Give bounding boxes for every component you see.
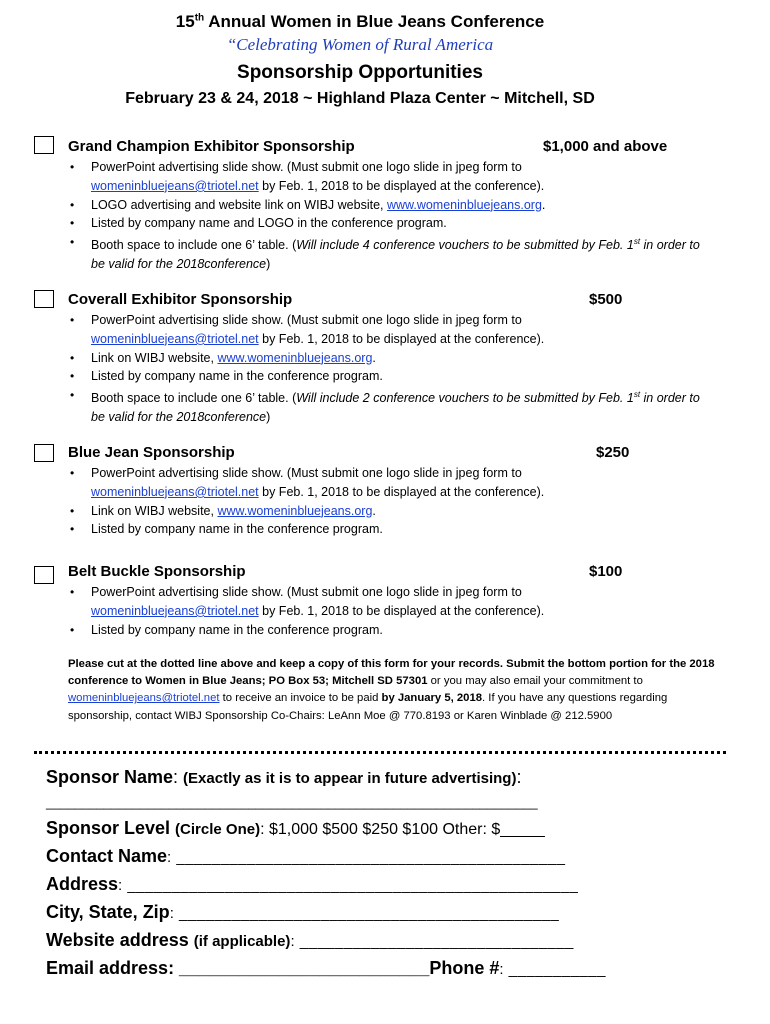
website-row: Website address (if applicable): _______________________________ [46, 930, 574, 950]
email-link[interactable]: womeninbluejeans@triotel.net [91, 178, 259, 193]
coverall-checkbox[interactable] [34, 290, 54, 308]
email-phone-row: Email address: _________________________Phone #: ___________ [46, 958, 606, 978]
grand-champion-checkbox[interactable] [34, 136, 54, 154]
list-item: • PowerPoint advertising slide show. (Must submit one logo slide in jpeg form to womeninbluejeans@triotel.net by Feb. 1, 2018 to be displayed at the conference). [68, 464, 708, 502]
email-link[interactable]: womeninbluejeans@triotel.net [91, 603, 259, 618]
city-state-zip-field[interactable]: : ___________________________________________ [169, 905, 560, 922]
blue-jean-checkbox[interactable] [34, 444, 54, 462]
list-item: • Listed by company name and LOGO in the conference program. [68, 214, 708, 233]
list-item: • Booth space to include one 6’ table. (Will include 2 conference vouchers to be submitted by Feb. 1st in order to be valid for the 2018conference) [68, 386, 708, 427]
blue-jean-benefits [68, 464, 708, 539]
phone-field[interactable]: : ___________ [499, 961, 606, 978]
list-item: • Listed by company name in the conference program. [68, 520, 708, 539]
email-field[interactable]: Email address: _________________________ [46, 958, 430, 978]
contact-name-field[interactable]: : ____________________________________________ [167, 849, 566, 866]
email-link[interactable]: womeninbluejeans@triotel.net [91, 484, 259, 499]
date-location: February 23 & 24, 2018 ~ Highland Plaza Center ~ Mitchell, SD [125, 90, 595, 107]
contact-name-row: Contact Name: ____________________________________________ [46, 846, 566, 866]
conference-tagline: “Celebrating Women of Rural America [226, 35, 494, 54]
belt-buckle-title: Belt Buckle Sponsorship [68, 563, 246, 580]
coverall-benefits [68, 311, 708, 427]
address-field[interactable]: : ___________________________________________________ [118, 877, 579, 894]
submission-instructions: Please cut at the dotted line above and keep a copy of this form for your records. Submit the bottom portion for the 2018 conference to Women in Blue Jeans; PO Box 53; Mitchell SD 57301 or you may also email your commitment to womeninbluejeans@triotel.net to receive an invoice to be paid by January 5, 2018. If you have any questions regarding sponsorship, contact WIBJ Sponsorship Co-Chairs: LeAnn Moe @ 770.8193 or Karen Winblade @ 212.5900 [68, 658, 715, 722]
list-item: • Listed by company name in the conference program. [68, 621, 708, 640]
list-item: • Booth space to include one 6’ table. (Will include 4 conference vouchers to be submitted by Feb. 1st in order to be valid for the 2018conference) [68, 233, 708, 274]
list-item: • Link on WIBJ website, www.womeninbluejeans.org. [68, 502, 708, 521]
address-row: Address: ___________________________________________________ [46, 874, 579, 894]
conference-title: 15th Annual Women in Blue Jeans Conference [175, 12, 545, 31]
coverall-price: $500 [589, 291, 623, 308]
grand-champion-title: Grand Champion Exhibitor Sponsorship [68, 138, 355, 155]
page-heading: Sponsorship Opportunities [237, 62, 483, 83]
sponsor-level-row: Sponsor Level (Circle One): $1,000 $500 $250 $100 Other: $_____ [46, 818, 545, 838]
cut-line [34, 751, 726, 754]
sponsor-name-row: Sponsor Name: (Exactly as it is to appear in future advertising): [46, 767, 522, 787]
coverall-title: Coverall Exhibitor Sponsorship [68, 291, 293, 308]
belt-buckle-benefits [68, 583, 708, 639]
blue-jean-price: $250 [596, 444, 630, 461]
list-item: • Listed by company name in the conference program. [68, 367, 708, 386]
sponsor-level-label: Sponsor Level [46, 818, 171, 838]
sponsor-name-label: Sponsor Name [46, 767, 174, 787]
email-link[interactable]: womeninbluejeans@triotel.net [91, 331, 259, 346]
website-link[interactable]: www.womeninbluejeans.org [217, 350, 373, 365]
website-link[interactable]: www.womeninbluejeans.org [386, 197, 542, 212]
list-item: • PowerPoint advertising slide show. (Must submit one logo slide in jpeg form to womeninbluejeans@triotel.net by Feb. 1, 2018 to be displayed at the conference). [68, 583, 708, 621]
list-item: • Link on WIBJ website, www.womeninbluejeans.org. [68, 349, 708, 368]
list-item: • PowerPoint advertising slide show. (Must submit one logo slide in jpeg form to womeninbluejeans@triotel.net by Feb. 1, 2018 to be displayed at the conference). [68, 158, 708, 196]
website-link[interactable]: www.womeninbluejeans.org [217, 503, 373, 518]
list-item: • LOGO advertising and website link on WIBJ website, www.womeninbluejeans.org. [68, 196, 708, 215]
email-link[interactable]: womeninbluejeans@triotel.net [68, 692, 220, 705]
website-field[interactable]: : _______________________________ [290, 933, 574, 950]
belt-buckle-checkbox[interactable] [34, 566, 54, 584]
grand-champion-benefits [68, 158, 708, 274]
grand-champion-price: $1,000 and above [543, 138, 668, 155]
city-state-zip-row: City, State, Zip: ___________________________________________ [46, 902, 560, 922]
sponsor-name-field[interactable]: ____________________________________________________________________ [46, 795, 538, 810]
belt-buckle-price: $100 [589, 563, 623, 580]
sponsor-level-options[interactable]: : $1,000 $500 $250 $100 Other: $_____ [260, 821, 545, 838]
list-item: • PowerPoint advertising slide show. (Must submit one logo slide in jpeg form to womeninbluejeans@triotel.net by Feb. 1, 2018 to be displayed at the conference). [68, 311, 708, 349]
blue-jean-title: Blue Jean Sponsorship [68, 444, 235, 461]
